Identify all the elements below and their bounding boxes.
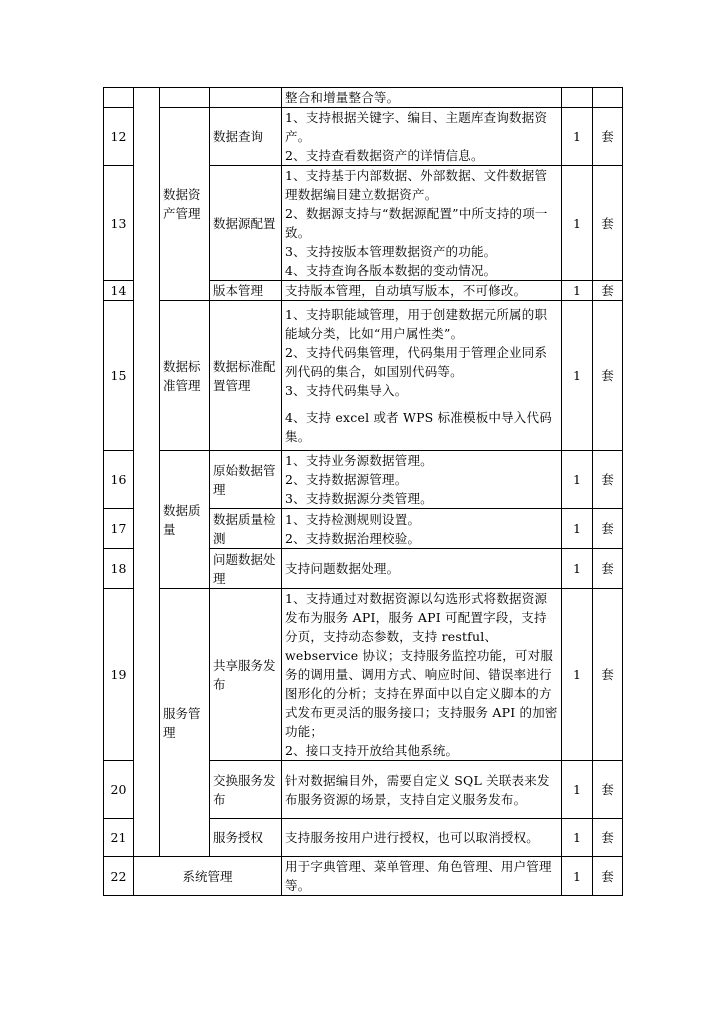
function-name: 原始数据管理 xyxy=(210,451,282,509)
quantity xyxy=(562,88,593,108)
description xyxy=(282,589,562,761)
description-line: 1、支持基于内部数据、外部数据、文件数据管理数据编目建立数据资产。 xyxy=(285,168,548,202)
unit: 套 xyxy=(593,451,623,509)
unit: 套 xyxy=(593,509,623,549)
unit: 套 xyxy=(593,281,623,301)
unit: 套 xyxy=(593,549,623,589)
description-line: 1、支持检测规则设置。 xyxy=(285,511,421,527)
description-line: 2、支持代码集管理，代码集用于管理企业同系列代码的集合，如国别代码等。 xyxy=(285,345,548,379)
function-name: 交换服务发布 xyxy=(210,761,282,819)
description-line: 1、支持通过对数据资源以勾选形式将数据资源发布为服务 API，服务 API 可配置字段，支持分页，支持动态参数，支持 restful、webservice 协议；支持服务监控功能，可对服务的调用量、调用方式、响应时间、错误率进行图形化的分析；支持在界面中以自定义脚本的方式发布更灵活的服务接口；支持服务 API 的加密功能； xyxy=(285,591,558,739)
unit: 套 xyxy=(593,108,623,166)
quantity: 1 xyxy=(562,301,593,451)
row-number: 22 xyxy=(104,857,134,896)
description-line: 3、支持按版本管理数据资产的功能。 xyxy=(285,244,497,259)
spacer xyxy=(285,400,558,408)
description-line: 4、支持 excel 或者 WPS 标准模板中导入代码集。 xyxy=(285,410,552,444)
row-number: 16 xyxy=(104,451,134,509)
function-name: 数据质量检测 xyxy=(210,509,282,549)
table-row xyxy=(104,589,623,761)
row-number: 19 xyxy=(104,589,134,761)
description xyxy=(282,451,562,509)
description: 支持问题数据处理。 xyxy=(282,549,562,589)
row-number: 12 xyxy=(104,108,134,166)
category-data-quality: 数据质量 xyxy=(160,451,210,589)
quantity: 1 xyxy=(562,589,593,761)
description-line: 2、数据源支持与“数据源配置”中所支持的项一致。 xyxy=(285,206,548,240)
quantity: 1 xyxy=(562,761,593,819)
quantity: 1 xyxy=(562,509,593,549)
description: 支持服务按用户进行授权，也可以取消授权。 xyxy=(282,819,562,857)
unit: 套 xyxy=(593,166,623,281)
description xyxy=(282,509,562,549)
function-name: 共享服务发布 xyxy=(210,589,282,761)
row-number: 20 xyxy=(104,761,134,819)
function-name xyxy=(210,88,282,108)
description-line: 1、支持职能域管理，用于创建数据元所属的职能域分类，比如“用户属性类”。 xyxy=(285,307,548,341)
description: 针对数据编目外，需要自定义 SQL 关联表来发布服务资源的场景，支持自定义服务发布。 xyxy=(282,761,562,819)
category-data-standard: 数据标准管理 xyxy=(160,301,210,451)
row-number: 18 xyxy=(104,549,134,589)
description-line: 2、支持数据源管理。 xyxy=(285,472,408,487)
unit: 套 xyxy=(593,301,623,451)
function-name: 问题数据处理 xyxy=(210,549,282,589)
unit: 套 xyxy=(593,761,623,819)
quantity: 1 xyxy=(562,281,593,301)
description xyxy=(282,166,562,281)
row-number xyxy=(104,88,134,108)
blank-column xyxy=(134,88,160,857)
unit xyxy=(593,88,623,108)
description-line: 3、支持数据源分类管理。 xyxy=(285,491,433,506)
description-line: 4、支持查询各版本数据的变动情况。 xyxy=(285,263,497,278)
description-line: 1、支持根据关键字、编目、主题库查询数据资产。 xyxy=(285,110,548,144)
row-number: 13 xyxy=(104,166,134,281)
quantity: 1 xyxy=(562,451,593,509)
unit: 套 xyxy=(593,857,623,896)
table-row xyxy=(104,108,623,166)
quantity: 1 xyxy=(562,857,593,896)
row-number: 14 xyxy=(104,281,134,301)
description-line: 2、支持数据治理校验。 xyxy=(285,530,421,546)
description xyxy=(282,301,562,451)
spec-table xyxy=(103,87,623,896)
table-row xyxy=(104,451,623,509)
function-name: 服务授权 xyxy=(210,819,282,857)
description: 整合和增量整合等。 xyxy=(282,88,562,108)
table-row xyxy=(104,88,623,108)
quantity: 1 xyxy=(562,819,593,857)
function-name: 数据源配置 xyxy=(210,166,282,281)
description: 支持版本管理，自动填写版本，不可修改。 xyxy=(282,281,562,301)
function-name: 数据标准配置管理 xyxy=(210,301,282,451)
description-line: 2、接口支持开放给其他系统。 xyxy=(285,743,459,758)
category-cell xyxy=(160,88,210,108)
description: 用于字典管理、菜单管理、角色管理、用户管理等。 xyxy=(282,857,562,896)
row-number: 15 xyxy=(104,301,134,451)
category-data-asset: 数据资产管理 xyxy=(160,108,210,301)
unit: 套 xyxy=(593,819,623,857)
row-number: 17 xyxy=(104,509,134,549)
function-name: 版本管理 xyxy=(210,281,282,301)
row-number: 21 xyxy=(104,819,134,857)
description-line: 1、支持业务源数据管理。 xyxy=(285,453,433,468)
description xyxy=(282,108,562,166)
category-service: 服务管理 xyxy=(160,589,210,857)
function-name: 数据查询 xyxy=(210,108,282,166)
unit: 套 xyxy=(593,589,623,761)
quantity: 1 xyxy=(562,108,593,166)
quantity: 1 xyxy=(562,166,593,281)
description-line: 3、支持代码集导入。 xyxy=(285,383,408,398)
table-row xyxy=(104,857,623,896)
system-management-label: 系统管理 xyxy=(134,857,282,896)
quantity: 1 xyxy=(562,549,593,589)
description-line: 2、支持查看数据资产的详情信息。 xyxy=(285,148,484,163)
table-row xyxy=(104,301,623,451)
